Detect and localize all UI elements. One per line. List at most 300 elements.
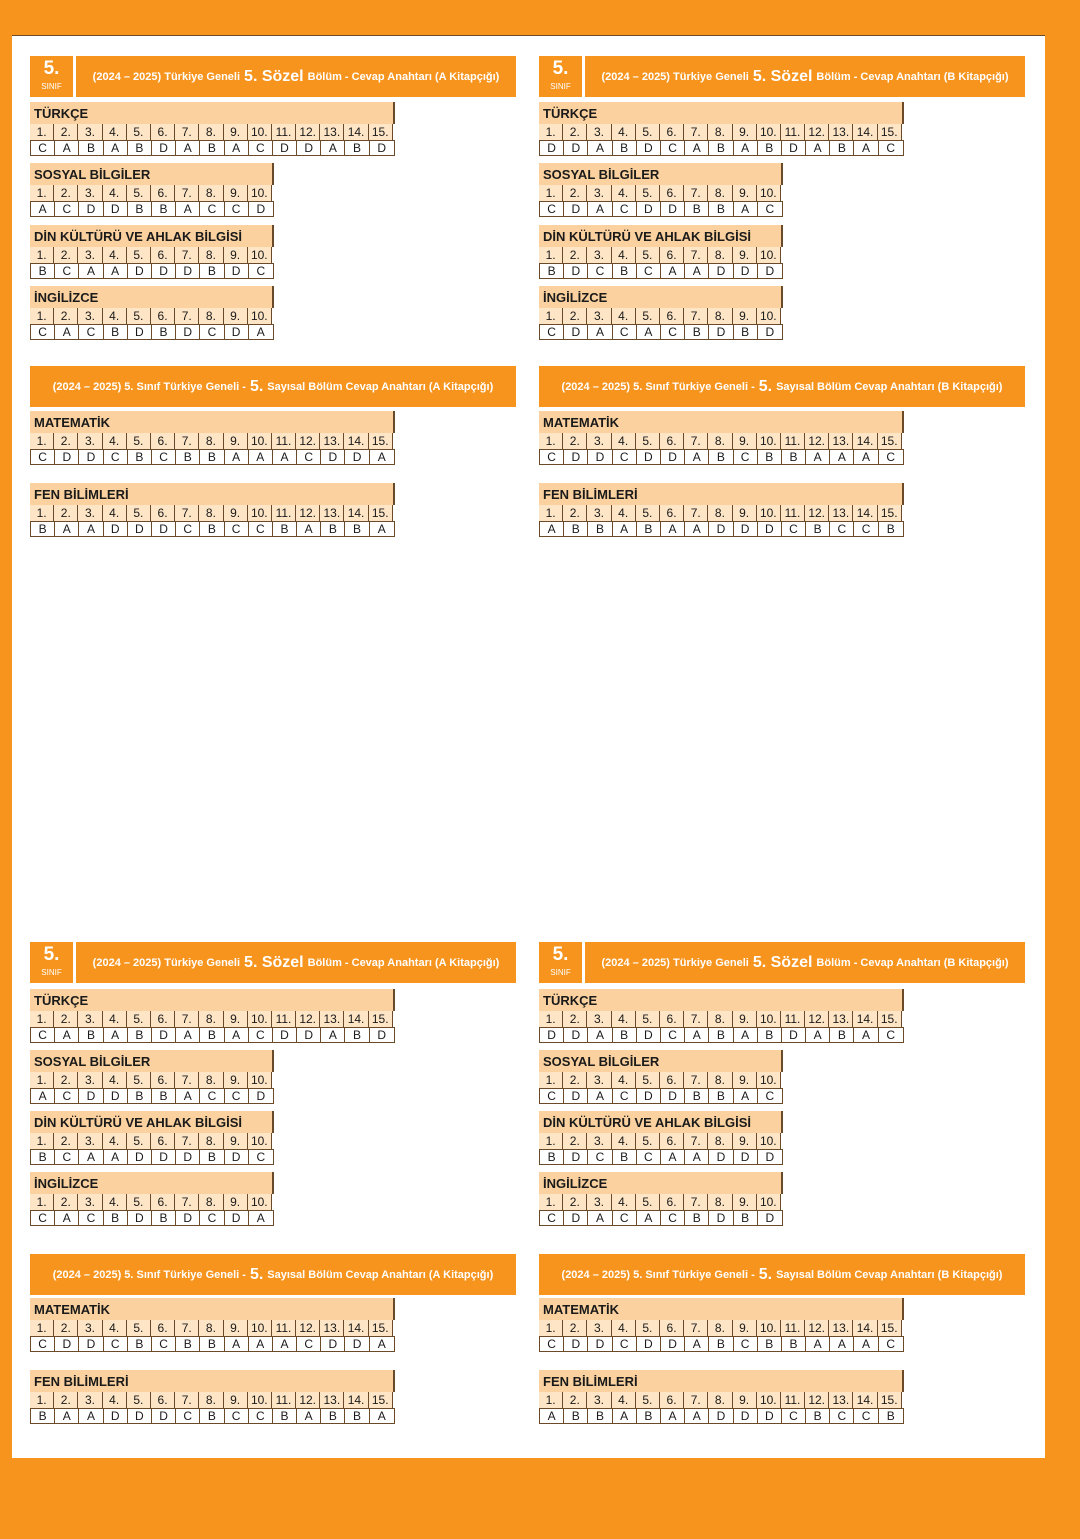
question-number: 6.	[660, 308, 684, 324]
answer-cell: A	[55, 1409, 79, 1423]
question-number: 10.	[248, 433, 272, 449]
answer-cell: A	[806, 450, 830, 464]
answer-cell: D	[297, 1028, 321, 1042]
answer-cell: C	[200, 1211, 224, 1225]
question-number: 12.	[805, 1392, 829, 1408]
question-number: 4.	[612, 185, 636, 201]
subject-title: FEN BİLİMLERİ	[539, 1370, 904, 1392]
question-number: 2.	[54, 247, 78, 263]
answer-cell: B	[152, 202, 176, 216]
question-number: 15.	[369, 1011, 393, 1027]
answer-cell: C	[225, 202, 249, 216]
answer-cell: D	[661, 1089, 685, 1103]
answer-cell: A	[104, 1028, 128, 1042]
answer-cell: A	[613, 522, 637, 536]
header-text: (2024 – 2025) 5. Sınıf Türkiye Geneli -	[52, 1268, 246, 1281]
answer-cell: B	[709, 1089, 733, 1103]
question-number: 8.	[199, 1011, 223, 1027]
subject-ingilizce	[30, 286, 274, 340]
answer-cell: A	[225, 1028, 249, 1042]
question-number: 9.	[224, 505, 248, 521]
question-number: 10.	[248, 247, 272, 263]
answer-cell: B	[637, 522, 661, 536]
question-number: 4.	[103, 247, 127, 263]
question-number: 10.	[757, 1072, 781, 1088]
question-number: 4.	[103, 185, 127, 201]
answer-cell: B	[345, 141, 369, 155]
answer-cell: A	[377, 1337, 386, 1351]
answer-row	[539, 263, 783, 279]
question-number: 13.	[320, 124, 344, 140]
question-number: 1.	[30, 1133, 54, 1149]
answer-row	[539, 324, 783, 340]
question-number: 6.	[660, 505, 684, 521]
answer-cell: D	[734, 264, 758, 278]
question-number: 5.	[127, 124, 151, 140]
answer-cell: C	[613, 1089, 637, 1103]
question-number: 4.	[103, 124, 127, 140]
question-number: 10.	[248, 124, 272, 140]
question-number: 14.	[853, 505, 877, 521]
question-number: 2.	[54, 1194, 78, 1210]
answer-row	[539, 449, 904, 465]
answer-cell: D	[321, 450, 345, 464]
grade-number: 5.	[552, 58, 569, 79]
answer-cell: D	[128, 522, 152, 536]
answer-cell: D	[104, 1409, 128, 1423]
answer-cell: C	[55, 202, 79, 216]
question-number: 1.	[30, 247, 54, 263]
question-number: 11.	[272, 124, 296, 140]
question-number: 11.	[272, 1320, 296, 1336]
question-number: 11.	[781, 433, 805, 449]
subject-title: FEN BİLİMLERİ	[30, 483, 395, 505]
answer-cell: D	[709, 264, 733, 278]
answer-cell: A	[225, 141, 249, 155]
answer-cell: B	[152, 1211, 176, 1225]
answer-cell: C	[79, 1211, 103, 1225]
answer-row	[30, 201, 274, 217]
answer-cell: B	[345, 1409, 369, 1423]
answer-row	[30, 1210, 274, 1226]
question-number: 1.	[30, 1194, 54, 1210]
question-number: 2.	[563, 308, 587, 324]
answer-cell: B	[128, 1028, 152, 1042]
answer-cell: B	[709, 202, 733, 216]
answer-cell: D	[637, 1337, 661, 1351]
question-number: 8.	[199, 247, 223, 263]
question-number: 3.	[78, 124, 102, 140]
question-number: 7.	[175, 1133, 199, 1149]
answer-cell: B	[31, 1150, 55, 1164]
question-number: 8.	[708, 308, 732, 324]
answer-cell: B	[758, 1337, 782, 1351]
header-text: Sayısal Bölüm Cevap Anahtarı (B Kitapçığı)	[776, 380, 1003, 393]
answer-cell: C	[256, 264, 266, 278]
question-number: 2.	[563, 505, 587, 521]
answer-cell: B	[709, 141, 733, 155]
answer-cell: D	[152, 1028, 176, 1042]
question-number: 13.	[320, 505, 344, 521]
answer-cell: A	[806, 1337, 830, 1351]
question-number: 1.	[539, 1011, 563, 1027]
grade-badge	[539, 56, 582, 97]
subject-din	[30, 1111, 274, 1165]
answer-cell: D	[345, 1337, 369, 1351]
answer-cell: B	[345, 1028, 369, 1042]
question-number: 9.	[224, 185, 248, 201]
grade-label: SINIF	[550, 968, 571, 977]
question-number: 3.	[78, 185, 102, 201]
answer-cell: D	[128, 1409, 152, 1423]
question-number: 10.	[757, 1133, 781, 1149]
subject-title: İNGİLİZCE	[30, 1172, 274, 1194]
question-number: 5.	[636, 308, 660, 324]
question-number: 13.	[829, 433, 853, 449]
question-number: 13.	[829, 505, 853, 521]
answer-cell: C	[249, 1028, 273, 1042]
section-header	[539, 366, 1025, 407]
answer-cell: D	[564, 325, 588, 339]
answer-cell: C	[734, 1337, 758, 1351]
question-number: 7.	[684, 1320, 708, 1336]
answer-cell: D	[377, 141, 387, 155]
subject-turkce	[30, 102, 395, 156]
answer-cell: A	[685, 1150, 709, 1164]
question-number: 2.	[54, 1133, 78, 1149]
answer-cell: A	[31, 1089, 55, 1103]
answer-cell: D	[176, 264, 200, 278]
question-number: 10.	[757, 185, 781, 201]
answer-cell: C	[588, 1150, 612, 1164]
question-number: 5.	[127, 1194, 151, 1210]
section-header	[30, 56, 516, 97]
question-number: 9.	[224, 433, 248, 449]
answer-cell: C	[540, 1211, 564, 1225]
answer-cell: D	[564, 1337, 588, 1351]
answer-cell: B	[128, 450, 152, 464]
question-number: 1.	[539, 1133, 563, 1149]
answer-cell: D	[564, 141, 588, 155]
answer-cell: B	[31, 522, 55, 536]
question-number: 1.	[30, 1011, 54, 1027]
answer-cell: C	[734, 450, 758, 464]
answer-row	[539, 201, 783, 217]
answer-row	[30, 1336, 395, 1352]
answer-cell: D	[661, 1337, 685, 1351]
question-number: 6.	[151, 1194, 175, 1210]
header-text: Sayısal Bölüm Cevap Anahtarı (A Kitapçığı)	[267, 380, 494, 393]
question-number-row	[30, 185, 274, 201]
answer-cell: D	[637, 450, 661, 464]
header-emphasis: 5. Sözel	[244, 953, 304, 971]
question-number: 2.	[563, 124, 587, 140]
question-number: 7.	[684, 1194, 708, 1210]
answer-cell: A	[321, 1028, 345, 1042]
subject-title: İNGİLİZCE	[30, 286, 274, 308]
subject-matematik	[539, 1298, 904, 1352]
answer-cell: D	[765, 325, 775, 339]
question-number: 12.	[296, 1011, 320, 1027]
question-number: 2.	[54, 433, 78, 449]
question-number: 8.	[708, 433, 732, 449]
answer-cell: A	[55, 325, 79, 339]
question-number: 1.	[30, 185, 54, 201]
answer-cell: D	[765, 264, 775, 278]
question-number: 8.	[199, 505, 223, 521]
question-number-row	[30, 247, 274, 263]
answer-cell: A	[661, 1150, 685, 1164]
answer-cell: C	[297, 1337, 321, 1351]
answer-cell: A	[661, 1409, 685, 1423]
answer-cell: D	[176, 1211, 200, 1225]
question-number: 3.	[587, 247, 611, 263]
answer-cell: B	[782, 1337, 806, 1351]
question-number: 3.	[587, 185, 611, 201]
answer-cell: A	[685, 522, 709, 536]
question-number: 3.	[587, 505, 611, 521]
answer-cell: D	[152, 1150, 176, 1164]
answer-cell: D	[104, 1089, 128, 1103]
answer-cell: A	[79, 522, 103, 536]
answer-cell: C	[886, 141, 896, 155]
question-number: 11.	[272, 505, 296, 521]
question-number: 3.	[587, 1072, 611, 1088]
answer-cell: B	[104, 1211, 128, 1225]
subject-sosyal	[539, 163, 783, 217]
question-number-row	[30, 124, 395, 140]
question-number: 2.	[54, 1011, 78, 1027]
question-number: 3.	[587, 124, 611, 140]
answer-cell: B	[321, 522, 345, 536]
answer-cell: C	[540, 1337, 564, 1351]
answer-cell: B	[104, 325, 128, 339]
header-title	[76, 942, 516, 983]
question-number: 9.	[224, 1194, 248, 1210]
answer-cell: C	[540, 1089, 564, 1103]
answer-cell: A	[685, 450, 709, 464]
question-number: 1.	[30, 1072, 54, 1088]
answer-row	[539, 1149, 783, 1165]
question-number-row	[539, 1072, 783, 1088]
subject-ingilizce	[30, 1172, 274, 1226]
answer-cell: C	[225, 1089, 249, 1103]
question-number: 11.	[272, 433, 296, 449]
question-number: 2.	[563, 1133, 587, 1149]
answer-cell: D	[782, 1028, 806, 1042]
answer-cell: C	[55, 1089, 79, 1103]
subject-title: DİN KÜLTÜRÜ VE AHLAK BİLGİSİ	[30, 225, 274, 247]
question-number: 10.	[248, 1194, 272, 1210]
question-number: 6.	[151, 433, 175, 449]
answer-cell: C	[104, 450, 128, 464]
subject-fen	[30, 1370, 395, 1424]
question-number: 7.	[175, 505, 199, 521]
question-number: 9.	[224, 1320, 248, 1336]
question-number: 8.	[708, 1011, 732, 1027]
answer-cell: C	[637, 1150, 661, 1164]
answer-cell: D	[128, 1150, 152, 1164]
question-number-row	[539, 1133, 783, 1149]
question-number: 8.	[708, 247, 732, 263]
header-text: Sayısal Bölüm Cevap Anahtarı (A Kitapçığı)	[267, 1268, 494, 1281]
answer-cell: C	[540, 450, 564, 464]
answer-cell: A	[321, 141, 345, 155]
answer-cell: D	[564, 202, 588, 216]
question-number-row	[539, 1011, 904, 1027]
answer-cell: A	[176, 141, 200, 155]
question-number: 9.	[224, 247, 248, 263]
question-number: 13.	[320, 1392, 344, 1408]
answer-cell: C	[104, 1337, 128, 1351]
question-number: 9.	[224, 1392, 248, 1408]
answer-cell: B	[345, 522, 369, 536]
question-number: 10.	[248, 1011, 272, 1027]
question-number: 6.	[151, 1320, 175, 1336]
answer-cell: D	[176, 325, 200, 339]
answer-cell: A	[256, 1211, 265, 1225]
answer-row	[30, 324, 274, 340]
question-number: 15.	[369, 505, 393, 521]
answer-cell: C	[256, 1150, 266, 1164]
answer-cell: C	[588, 264, 612, 278]
answer-cell: A	[685, 1028, 709, 1042]
answer-cell: A	[854, 1337, 878, 1351]
question-number: 4.	[103, 505, 127, 521]
answer-cell: A	[588, 1028, 612, 1042]
answer-cell: C	[225, 1409, 249, 1423]
question-number: 9.	[733, 247, 757, 263]
answer-cell: B	[273, 1409, 297, 1423]
question-number: 1.	[539, 124, 563, 140]
question-number: 7.	[684, 1011, 708, 1027]
answer-cell: B	[200, 522, 224, 536]
question-number: 11.	[272, 1011, 296, 1027]
header-text: Bölüm - Cevap Anahtarı (B Kitapçığı)	[816, 956, 1009, 969]
answer-cell: B	[734, 325, 758, 339]
answer-cell: B	[685, 325, 709, 339]
question-number: 8.	[199, 433, 223, 449]
question-number: 4.	[612, 308, 636, 324]
question-number-row	[539, 1320, 904, 1336]
subject-fen	[30, 483, 395, 537]
question-number-row	[30, 433, 395, 449]
answer-cell: A	[79, 264, 103, 278]
question-number: 7.	[175, 308, 199, 324]
answer-cell: B	[540, 264, 564, 278]
question-number: 2.	[54, 1320, 78, 1336]
answer-cell: D	[79, 450, 103, 464]
answer-cell: A	[685, 1409, 709, 1423]
question-number: 7.	[684, 247, 708, 263]
answer-cell: B	[613, 141, 637, 155]
question-number: 13.	[320, 1320, 344, 1336]
answer-cell: D	[225, 1211, 249, 1225]
answer-cell: A	[79, 1409, 103, 1423]
subject-turkce	[539, 989, 904, 1043]
answer-cell: A	[104, 1150, 128, 1164]
question-number: 11.	[781, 1392, 805, 1408]
question-number: 8.	[199, 1392, 223, 1408]
question-number: 10.	[248, 308, 272, 324]
answer-cell: D	[637, 1089, 661, 1103]
answer-cell: A	[273, 1337, 297, 1351]
question-number: 15.	[878, 1011, 902, 1027]
answer-cell: D	[273, 1028, 297, 1042]
question-number: 7.	[175, 185, 199, 201]
question-number: 3.	[78, 1133, 102, 1149]
answer-cell: C	[854, 1409, 878, 1423]
question-number: 6.	[151, 1133, 175, 1149]
answer-cell: C	[152, 450, 176, 464]
answer-cell: C	[31, 325, 55, 339]
answer-cell: A	[830, 1337, 854, 1351]
answer-cell: C	[765, 1089, 775, 1103]
answer-cell: C	[886, 450, 896, 464]
header-text: (2024 – 2025) Türkiye Geneli	[601, 956, 749, 969]
question-number: 13.	[829, 1392, 853, 1408]
question-number: 6.	[660, 1392, 684, 1408]
answer-cell: A	[661, 264, 685, 278]
grade-number: 5.	[43, 58, 60, 79]
question-number: 10.	[757, 505, 781, 521]
answer-cell: C	[31, 141, 55, 155]
question-number: 4.	[612, 1392, 636, 1408]
question-number: 7.	[684, 1072, 708, 1088]
question-number: 10.	[248, 1133, 272, 1149]
question-number: 13.	[320, 1011, 344, 1027]
answer-cell: B	[588, 522, 612, 536]
answer-cell: A	[55, 141, 79, 155]
question-number: 8.	[708, 1194, 732, 1210]
answer-cell: C	[613, 450, 637, 464]
question-number-row	[30, 1392, 395, 1408]
answer-cell: A	[79, 1150, 103, 1164]
subject-title: İNGİLİZCE	[539, 286, 783, 308]
answer-row	[30, 1088, 274, 1104]
answer-cell: D	[734, 1150, 758, 1164]
question-number: 5.	[127, 1133, 151, 1149]
answer-cell: A	[734, 1089, 758, 1103]
answer-cell: A	[806, 141, 830, 155]
answer-cell: C	[249, 1409, 273, 1423]
answer-cell: B	[200, 450, 224, 464]
answer-cell: A	[637, 325, 661, 339]
question-number: 15.	[369, 1320, 393, 1336]
question-number: 6.	[660, 185, 684, 201]
question-number: 8.	[708, 1072, 732, 1088]
question-number: 10.	[248, 1072, 272, 1088]
header-title	[30, 366, 516, 407]
answer-cell: C	[31, 1337, 55, 1351]
question-number: 9.	[733, 433, 757, 449]
question-number: 10.	[757, 124, 781, 140]
answer-cell: B	[31, 264, 55, 278]
header-emphasis: 5. Sözel	[244, 67, 304, 85]
question-number: 5.	[636, 433, 660, 449]
answer-cell: B	[637, 1409, 661, 1423]
header-text: Bölüm - Cevap Anahtarı (A Kitapçığı)	[307, 956, 500, 969]
question-number: 6.	[151, 247, 175, 263]
question-number: 4.	[103, 1072, 127, 1088]
answer-cell: D	[564, 450, 588, 464]
question-number: 8.	[199, 185, 223, 201]
answer-cell: B	[128, 1089, 152, 1103]
question-number: 1.	[539, 1392, 563, 1408]
answer-cell: B	[886, 1409, 895, 1423]
question-number: 12.	[805, 1320, 829, 1336]
subject-title: MATEMATİK	[539, 411, 904, 433]
